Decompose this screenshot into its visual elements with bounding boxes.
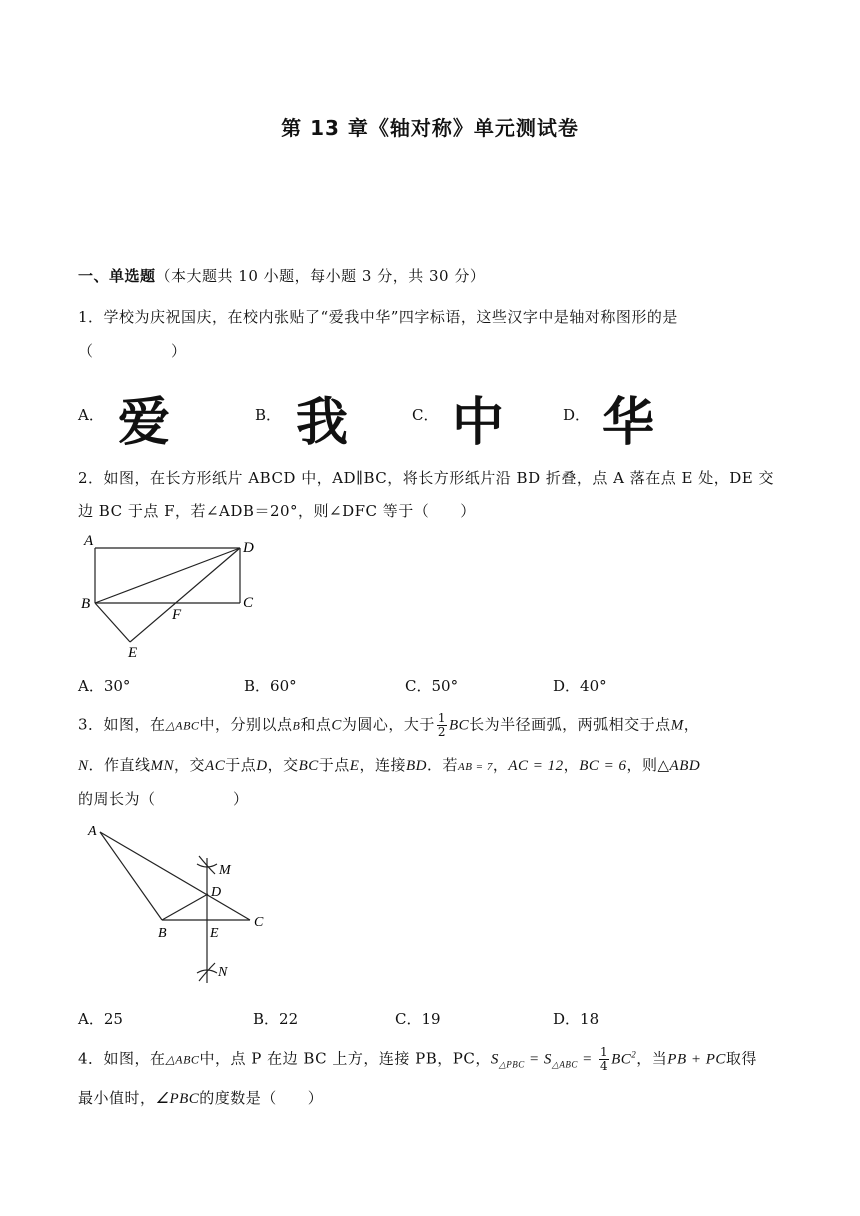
q4-t1f: = S	[524, 1051, 552, 1068]
q4-t1l: PB + PC	[667, 1051, 726, 1068]
q3-label-n: N	[218, 965, 228, 980]
q4-t2b: ∠PBC	[155, 1091, 200, 1107]
q3-edge-bd	[162, 894, 208, 920]
q2-label-f: F	[172, 607, 182, 623]
q3-t2c: MN	[150, 758, 175, 774]
q1-option-b-label: B．	[255, 406, 282, 424]
q3-frac-num: 1	[437, 711, 446, 725]
q3-t2a: N	[78, 758, 89, 774]
q3-label-a: A	[88, 824, 97, 839]
q3-t2b: ．作直线	[88, 756, 151, 774]
q3-t2o: AB = 7	[457, 761, 493, 773]
q3-t2e: AC	[205, 758, 226, 774]
q3-label-b: B	[158, 926, 167, 941]
q3-t2l: ，连接	[359, 756, 406, 774]
q3-label-e: E	[210, 926, 219, 941]
q3-t1h: BC	[449, 717, 470, 734]
q3-t1g: 为圆心，大于	[341, 715, 435, 734]
q3-figure	[78, 820, 278, 990]
q2-edge-bd	[95, 548, 240, 603]
q2-option-b: B．60°	[244, 677, 297, 695]
q4-t1d: S	[490, 1051, 499, 1068]
q1-option-c-char: 中	[452, 393, 505, 453]
q3-text-line1	[78, 712, 699, 739]
q3-fraction	[437, 712, 447, 739]
q3-text-line3: 的周长为（ ）	[78, 790, 249, 808]
q1-option-c-label: C．	[412, 406, 439, 424]
page-title: 第 13 章《轴对称》单元测试卷	[281, 116, 579, 140]
q2-text-line1: 2．如图，在长方形纸片 ABCD 中，AD∥BC，将长方形纸片沿 BD 折叠，点 A 落在点 E 处，DE 交	[78, 469, 774, 487]
q4-text-line2	[78, 1087, 323, 1108]
q3-t1f: C	[331, 717, 342, 734]
q3-t2k: E	[349, 758, 360, 774]
q1-option-a-char: 爱	[118, 393, 171, 453]
q2-label-e: E	[128, 645, 138, 661]
q3-t2s: BC = 6	[579, 758, 627, 774]
q2-edge-be	[95, 603, 130, 642]
q2-label-a: A	[84, 533, 94, 549]
q4-frac-num: 1	[599, 1045, 609, 1059]
q2-option-a: A．30°	[78, 677, 131, 695]
q4-t1j: 2	[631, 1049, 637, 1060]
q3-t2m: BD	[405, 758, 427, 774]
q2-edge-ed	[130, 548, 240, 642]
q4-t1k: ，当	[636, 1049, 668, 1068]
q4-t1i: BC	[611, 1051, 632, 1068]
q3-t2p: ，	[492, 756, 509, 774]
q3-label-c: C	[254, 915, 264, 930]
q3-t1b: △ABC	[165, 718, 200, 733]
q1-text-line2: （ ）	[78, 342, 187, 360]
q4-text-line1	[78, 1046, 757, 1073]
q2-label-c: C	[243, 595, 254, 611]
section-heading	[78, 265, 485, 286]
q3-t1j: M	[670, 717, 684, 734]
q3-option-a: A．25	[78, 1010, 123, 1028]
section-note: （本大题共 10 小题，每小题 3 分，共 30 分）	[155, 267, 486, 285]
q4-t1h: =	[577, 1051, 597, 1068]
q3-option-d: D．18	[553, 1010, 600, 1028]
q3-t2t: ，则△	[626, 756, 670, 774]
q3-t2i: BC	[298, 758, 319, 774]
q1-option-b-char: 我	[296, 393, 349, 453]
q4-t1a: 4．如图，在	[78, 1049, 166, 1068]
q4-t1b: △ABC	[165, 1052, 200, 1067]
q3-frac-den: 2	[437, 725, 446, 739]
q2-figure	[78, 530, 278, 665]
q4-t2c: 的度数是（ ）	[199, 1089, 324, 1107]
q1-option-d-char: 华	[602, 393, 655, 453]
q3-edge-ab	[100, 832, 162, 920]
q3-t2f: 于点	[225, 756, 257, 774]
q4-fraction	[599, 1046, 609, 1073]
q3-t2g: D	[256, 758, 268, 774]
section-label: 一、单选题	[78, 267, 156, 285]
q3-t1d: B	[292, 718, 301, 733]
q1-text-line1: 1．学校为庆祝国庆，在校内张贴了“爱我中华”四字标语，这些汉字中是轴对称图形的是	[78, 308, 678, 326]
q3-t2n: ．若	[426, 756, 458, 774]
q3-option-b: B．22	[253, 1010, 299, 1028]
q3-t2u: ABD	[669, 758, 701, 774]
q4-frac-den: 4	[599, 1059, 609, 1073]
q3-t2r: ，	[563, 756, 580, 774]
q3-t1a: 3．如图，在	[78, 715, 166, 734]
q3-t2q: AC = 12	[508, 758, 564, 774]
q3-option-c: C．19	[395, 1010, 441, 1028]
q4-t2a: 最小值时，	[78, 1089, 156, 1107]
q4-t1m: 取得	[725, 1049, 757, 1068]
q4-t1e: △PBC	[498, 1059, 525, 1070]
q3-text-line2	[78, 754, 700, 775]
q3-t1c: 中，分别以点	[199, 715, 293, 734]
q4-t1c: 中，点 P 在边 BC 上方，连接 PB，PC，	[199, 1049, 491, 1068]
q1-option-d-label: D．	[563, 406, 591, 424]
q3-t1e: 和点	[300, 715, 332, 734]
q3-label-d: D	[211, 885, 222, 900]
q3-t2h: ，交	[267, 756, 299, 774]
q2-text-line2: 边 BC 于点 F，若∠ADB＝20°，则∠DFC 等于（ ）	[78, 502, 476, 520]
q3-t2d: ，交	[174, 756, 206, 774]
q4-t1g: △ABC	[551, 1059, 578, 1070]
q3-label-m: M	[219, 863, 231, 878]
q3-t2j: 于点	[318, 756, 350, 774]
q2-label-b: B	[81, 596, 91, 612]
q2-option-d: D．40°	[553, 677, 607, 695]
q3-t1k: ，	[683, 715, 700, 734]
q3-t1i: 长为半径画弧，两弧相交于点	[469, 715, 671, 734]
q2-label-d: D	[243, 540, 254, 556]
q1-option-a-label: A．	[78, 406, 104, 424]
q2-option-c: C．50°	[405, 677, 459, 695]
